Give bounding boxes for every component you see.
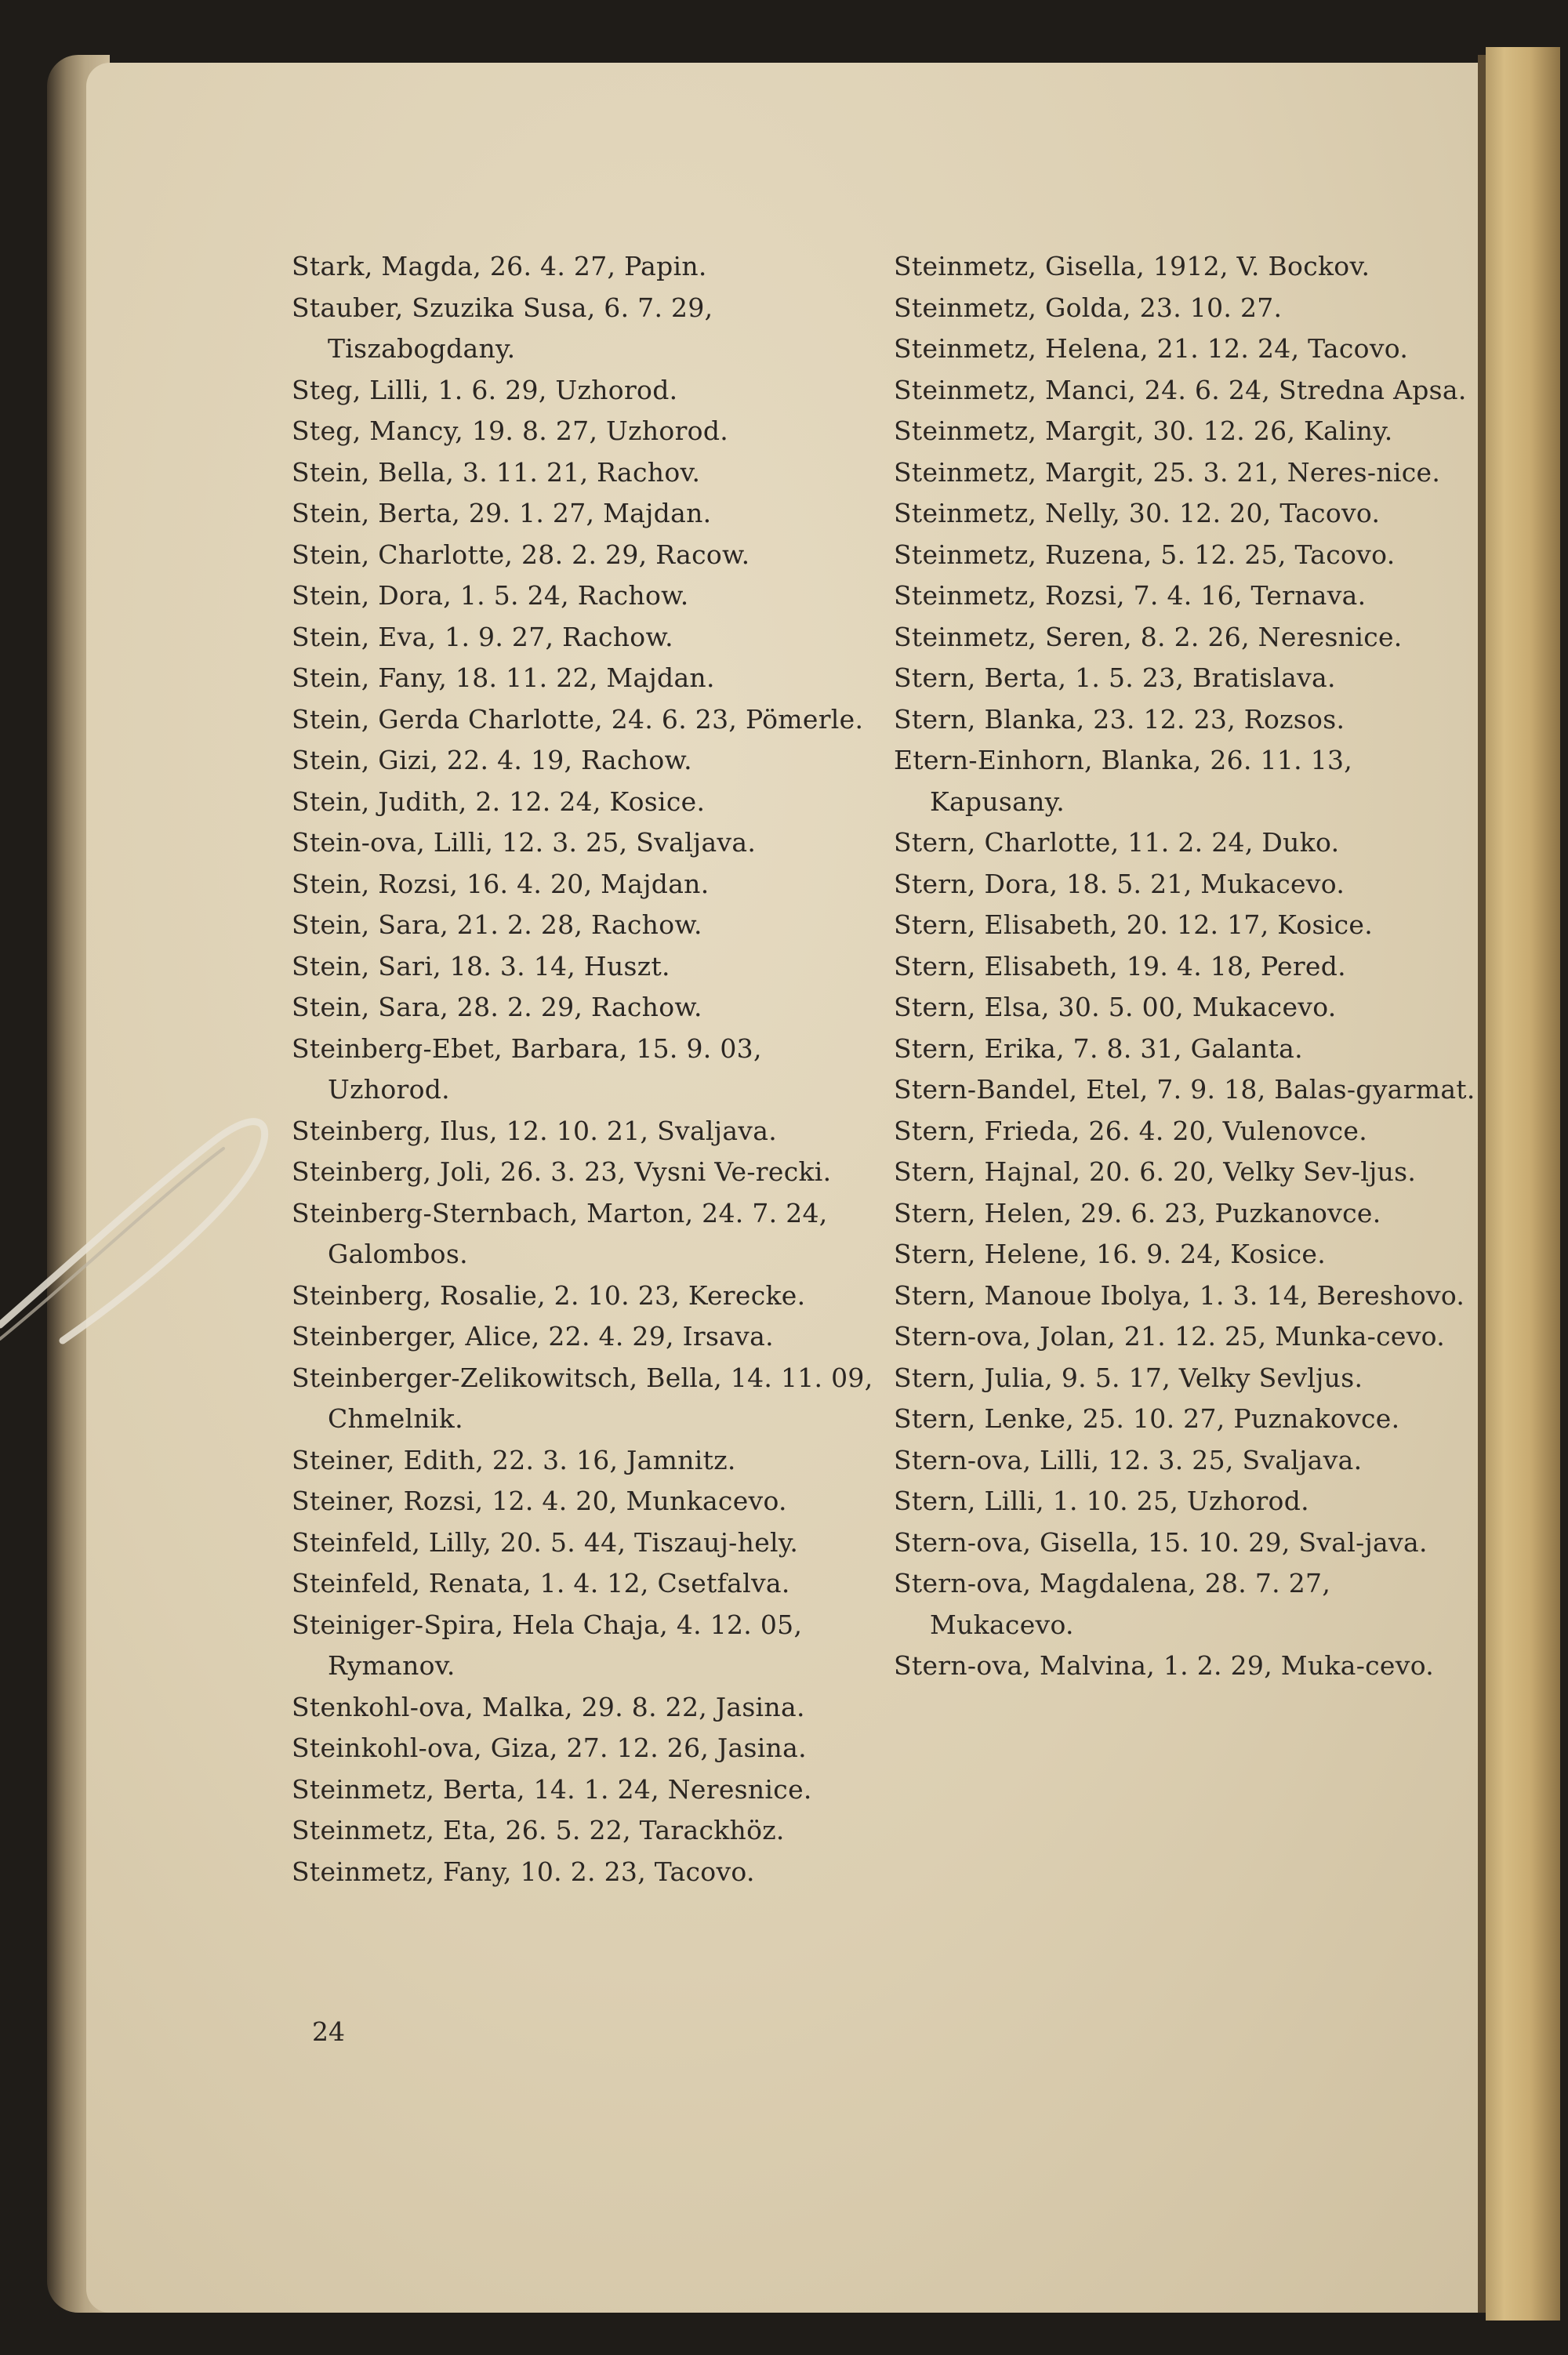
- list-item: Steiniger-Spira, Hela Chaja, 4. 12. 05, Rymanov.: [292, 1609, 803, 1681]
- list-item: Stein, Gizi, 22. 4. 19, Rachow.: [292, 745, 692, 775]
- list-item: Steinmetz, Eta, 26. 5. 22, Tarackhöz.: [292, 1815, 785, 1845]
- page-number: 24: [312, 2016, 345, 2047]
- list-item: Steinberg-Sternbach, Marton, 24. 7. 24, Galombos.: [292, 1197, 828, 1269]
- list-item: Stern, Frieda, 26. 4. 20, Vulenovce.: [894, 1115, 1367, 1146]
- list-item: Stern, Julia, 9. 5. 17, Velky Sevljus.: [894, 1362, 1363, 1393]
- list-item: Stein, Fany, 18. 11. 22, Majdan.: [292, 662, 715, 693]
- list-item: Steinmetz, Berta, 14. 1. 24, Neresnice.: [292, 1773, 812, 1805]
- list-item: Stern, Lenke, 25. 10. 27, Puznakovce.: [894, 1403, 1400, 1434]
- list-item: Stein, Berta, 29. 1. 27, Majdan.: [292, 498, 712, 528]
- list-item: Stern, Helene, 16. 9. 24, Kosice.: [894, 1239, 1326, 1269]
- list-item: Steinmetz, Rozsi, 7. 4. 16, Ternava.: [894, 580, 1367, 611]
- list-item: Steinberger-Zelikowitsch, Bella, 14. 11. 09, Chmelnik.: [292, 1362, 873, 1434]
- list-item: Stern, Elisabeth, 19. 4. 18, Pered.: [894, 950, 1346, 982]
- paper-clip-icon: [0, 1090, 282, 1356]
- list-item: Steinberg, Joli, 26. 3. 23, Vysni Ve-recki.: [292, 1156, 832, 1187]
- list-item: Steinberg, Ilus, 12. 10. 21, Svaljava.: [292, 1115, 777, 1146]
- list-item: Etern-Einhorn, Blanka, 26. 11. 13, Kapusany.: [894, 745, 1353, 817]
- list-item: Steinfeld, Renata, 1. 4. 12, Csetfalva.: [292, 1568, 790, 1598]
- list-item: Stern-Bandel, Etel, 7. 9. 18, Balas-gyarmat.: [894, 1074, 1475, 1105]
- list-item: Stein, Sara, 28. 2. 29, Rachow.: [292, 992, 702, 1022]
- list-item: Steinberger, Alice, 22. 4. 29, Irsava.: [292, 1321, 774, 1352]
- list-item: Stein, Bella, 3. 11. 21, Rachov.: [292, 456, 701, 488]
- list-item: Stern, Erika, 7. 8. 31, Galanta.: [894, 1032, 1303, 1064]
- list-item: Stern, Dora, 18. 5. 21, Mukacevo.: [894, 868, 1345, 899]
- list-item: Stein, Eva, 1. 9. 27, Rachow.: [292, 621, 673, 652]
- list-item: Stern-ova, Jolan, 21. 12. 25, Munka-cevo.: [894, 1321, 1446, 1352]
- list-item: Steinmetz, Margit, 25. 3. 21, Neres-nice.: [894, 456, 1441, 488]
- list-item: Steinmetz, Margit, 30. 12. 26, Kaliny.: [894, 415, 1393, 446]
- list-item: Steinberg-Ebet, Barbara, 15. 9. 03, Uzhorod.: [292, 1032, 762, 1105]
- list-item: Steinmetz, Golda, 23. 10. 27.: [894, 292, 1283, 323]
- list-item: Steinkohl-ova, Giza, 27. 12. 26, Jasina.: [292, 1733, 807, 1763]
- list-item: Stein-ova, Lilli, 12. 3. 25, Svaljava.: [292, 827, 757, 858]
- left-column: [292, 246, 887, 1892]
- list-item: Steinmetz, Ruzena, 5. 12. 25, Tacovo.: [894, 539, 1396, 570]
- list-item: Stark, Magda, 26. 4. 27, Papin.: [292, 251, 707, 281]
- list-item: Stern, Berta, 1. 5. 23, Bratislava.: [894, 662, 1336, 693]
- list-item: Steinmetz, Seren, 8. 2. 26, Neresnice.: [894, 621, 1403, 652]
- list-item: Stein, Gerda Charlotte, 24. 6. 23, Pömerle.: [292, 703, 864, 735]
- list-item: Stern, Blanka, 23. 12. 23, Rozsos.: [894, 703, 1345, 735]
- list-item: Stern, Elisabeth, 20. 12. 17, Kosice.: [894, 909, 1373, 940]
- list-item: Stern, Helen, 29. 6. 23, Puzkanovce.: [894, 1197, 1381, 1228]
- list-item: Stern-ova, Magdalena, 28. 7. 27, Mukacevo.: [894, 1568, 1331, 1640]
- list-item: Stern, Charlotte, 11. 2. 24, Duko.: [894, 827, 1340, 858]
- list-item: Steinmetz, Gisella, 1912, V. Bockov.: [894, 251, 1370, 281]
- list-item: Steiner, Rozsi, 12. 4. 20, Munkacevo.: [292, 1486, 787, 1516]
- list-item: Stern, Hajnal, 20. 6. 20, Velky Sev-ljus.: [894, 1156, 1417, 1187]
- list-item: Steinmetz, Manci, 24. 6. 24, Stredna Apsa.: [894, 374, 1467, 405]
- list-item: Stern, Manoue Ibolya, 1. 3. 14, Bereshovo.: [894, 1279, 1465, 1311]
- list-item: Stein, Judith, 2. 12. 24, Kosice.: [292, 786, 706, 817]
- list-item: Steinmetz, Helena, 21. 12. 24, Tacovo.: [894, 333, 1409, 364]
- list-item: Stauber, Szuzika Susa, 6. 7. 29, Tiszabogdany.: [292, 292, 713, 364]
- right-column: [894, 246, 1478, 1687]
- list-item: Steinmetz, Fany, 10. 2. 23, Tacovo.: [292, 1856, 755, 1887]
- list-item: Steg, Lilli, 1. 6. 29, Uzhorod.: [292, 374, 678, 405]
- list-item: Stein, Sara, 21. 2. 28, Rachow.: [292, 909, 702, 940]
- list-item: Steinberg, Rosalie, 2. 10. 23, Kerecke.: [292, 1279, 806, 1311]
- list-item: Steiner, Edith, 22. 3. 16, Jamnitz.: [292, 1444, 736, 1475]
- list-item: Stein, Dora, 1. 5. 24, Rachow.: [292, 580, 689, 611]
- list-item: Stein, Sari, 18. 3. 14, Huszt.: [292, 950, 670, 982]
- book-spine: [1486, 47, 1560, 2321]
- list-item: Steg, Mancy, 19. 8. 27, Uzhorod.: [292, 415, 729, 446]
- list-item: Stern-ova, Malvina, 1. 2. 29, Muka-cevo.: [894, 1650, 1435, 1681]
- list-item: Stern, Elsa, 30. 5. 00, Mukacevo.: [894, 992, 1337, 1022]
- list-item: Stenkohl-ova, Malka, 29. 8. 22, Jasina.: [292, 1691, 805, 1722]
- list-item: Stern-ova, Lilli, 12. 3. 25, Svaljava.: [894, 1444, 1363, 1475]
- list-item: Stein, Charlotte, 28. 2. 29, Racow.: [292, 539, 750, 570]
- list-item: Stern, Lilli, 1. 10. 25, Uzhorod.: [894, 1486, 1309, 1516]
- list-item: Steinmetz, Nelly, 30. 12. 20, Tacovo.: [894, 498, 1381, 528]
- list-item: Stern-ova, Gisella, 15. 10. 29, Sval-java.: [894, 1526, 1428, 1558]
- list-item: Steinfeld, Lilly, 20. 5. 44, Tiszauj-hely.: [292, 1526, 799, 1558]
- list-item: Stein, Rozsi, 16. 4. 20, Majdan.: [292, 868, 710, 899]
